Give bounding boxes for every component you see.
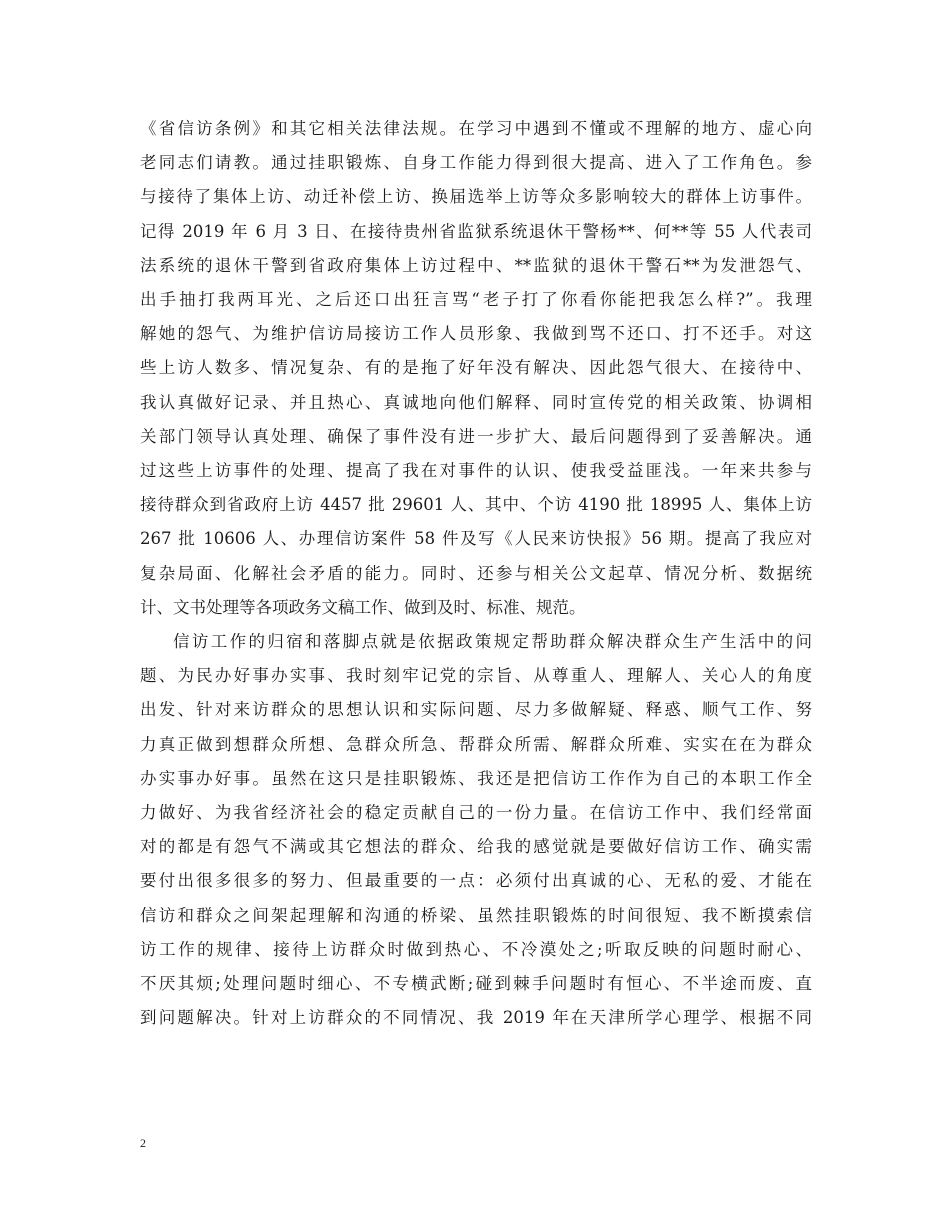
text-line: 复杂局面、化解社会矛盾的能力。同时、还参与相关公文起草、情况分析、数据统 (140, 563, 812, 583)
text-line: 题、为民办好事办实事、我时刻牢记党的宗旨、从尊重人、理解人、关心人的角度 (140, 666, 812, 686)
text-line: 信访工作的归宿和落脚点就是依据政策规定帮助群众解决群众生产生活中的问 (173, 632, 812, 652)
text-line: 访工作的规律、接待上访群众时做到热心、不冷漠处之;听取反映的问题时耐心、 (140, 939, 812, 959)
text-line: 到问题解决。针对上访群众的不同情况、我 2019 年在天津所学心理学、根据不同 (140, 1008, 812, 1028)
text-line: 关部门领导认真处理、确保了事件没有进一步扩大、最后问题得到了妥善解决。通 (140, 426, 812, 446)
text-line: 出发、针对来访群众的思想认识和实际问题、尽力多做解疑、释惑、顺气工作、努 (140, 700, 812, 720)
text-line: 记得 2019 年 6 月 3 日、在接待贵州省监狱系统退休干警杨**、何**等 55 人代表司 (140, 221, 812, 241)
text-line: 老同志们请教。通过挂职锻炼、自身工作能力得到很大提高、进入了工作角色。参 (140, 153, 812, 173)
text-line: 解她的怨气、为维护信访局接访工作人员形象、我做到骂不还口、打不还手。对这 (140, 324, 812, 344)
text-line: 法系统的退休干警到省政府集体上访过程中、**监狱的退休干警石**为发泄怨气、 (140, 255, 812, 275)
text-line: 办实事办好事。虽然在这只是挂职锻炼、我还是把信访工作作为自己的本职工作全 (140, 768, 812, 788)
text-line: 些上访人数多、情况复杂、有的是拖了好年没有解决、因此怨气很大、在接待中、 (140, 358, 812, 378)
text-line: 计、文书处理等各项政务文稿工作、做到及时、标准、规范。 (140, 597, 586, 617)
text-line: 对的都是有怨气不满或其它想法的群众、给我的感觉就是要做好信访工作、确实需 (140, 837, 812, 857)
text-line: 与接待了集体上访、动迁补偿上访、换届选举上访等众多影响较大的群体上访事件。 (140, 187, 812, 207)
text-line: 力真正做到想群众所想、急群众所急、帮群众所需、解群众所难、实实在在为群众 (140, 734, 812, 754)
paragraph-1 (140, 112, 812, 625)
text-line: 不厌其烦;处理问题时细心、不专横武断;碰到棘手问题时有恒心、不半途而废、直 (140, 974, 812, 994)
text-line: 要付出很多很多的努力、但最重要的一点：必须付出真诚的心、无私的爱、才能在 (140, 871, 812, 891)
text-line: 过这些上访事件的处理、提高了我在对事件的认识、使我受益匪浅。一年来共参与 (140, 461, 812, 481)
text-line: 信访和群众之间架起理解和沟通的桥梁、虽然挂职锻炼的时间很短、我不断摸索信 (140, 905, 812, 925)
text-line: 我认真做好记录、并且热心、真诚地向他们解释、同时宣传党的相关政策、协调相 (140, 392, 812, 412)
page-number: 2 (140, 1136, 146, 1150)
text-line: 力做好、为我省经济社会的稳定贡献自己的一份力量。在信访工作中、我们经常面 (140, 803, 812, 823)
text-line: 出手抽打我两耳光、之后还口出狂言骂“老子打了你看你能把我怎么样?”。我理 (140, 290, 812, 310)
paragraph-2 (140, 625, 812, 1035)
text-line: 接待群众到省政府上访 4457 批 29601 人、其中、个访 4190 批 18995 人、集体上访 (140, 495, 812, 515)
text-line: 267 批 10606 人、办理信访案件 58 件及写《人民来访快报》56 期。提高了我应对 (140, 529, 812, 549)
text-line: 《省信访条例》和其它相关法律法规。在学习中遇到不懂或不理解的地方、虚心向 (140, 119, 812, 138)
document-body (140, 112, 812, 1035)
